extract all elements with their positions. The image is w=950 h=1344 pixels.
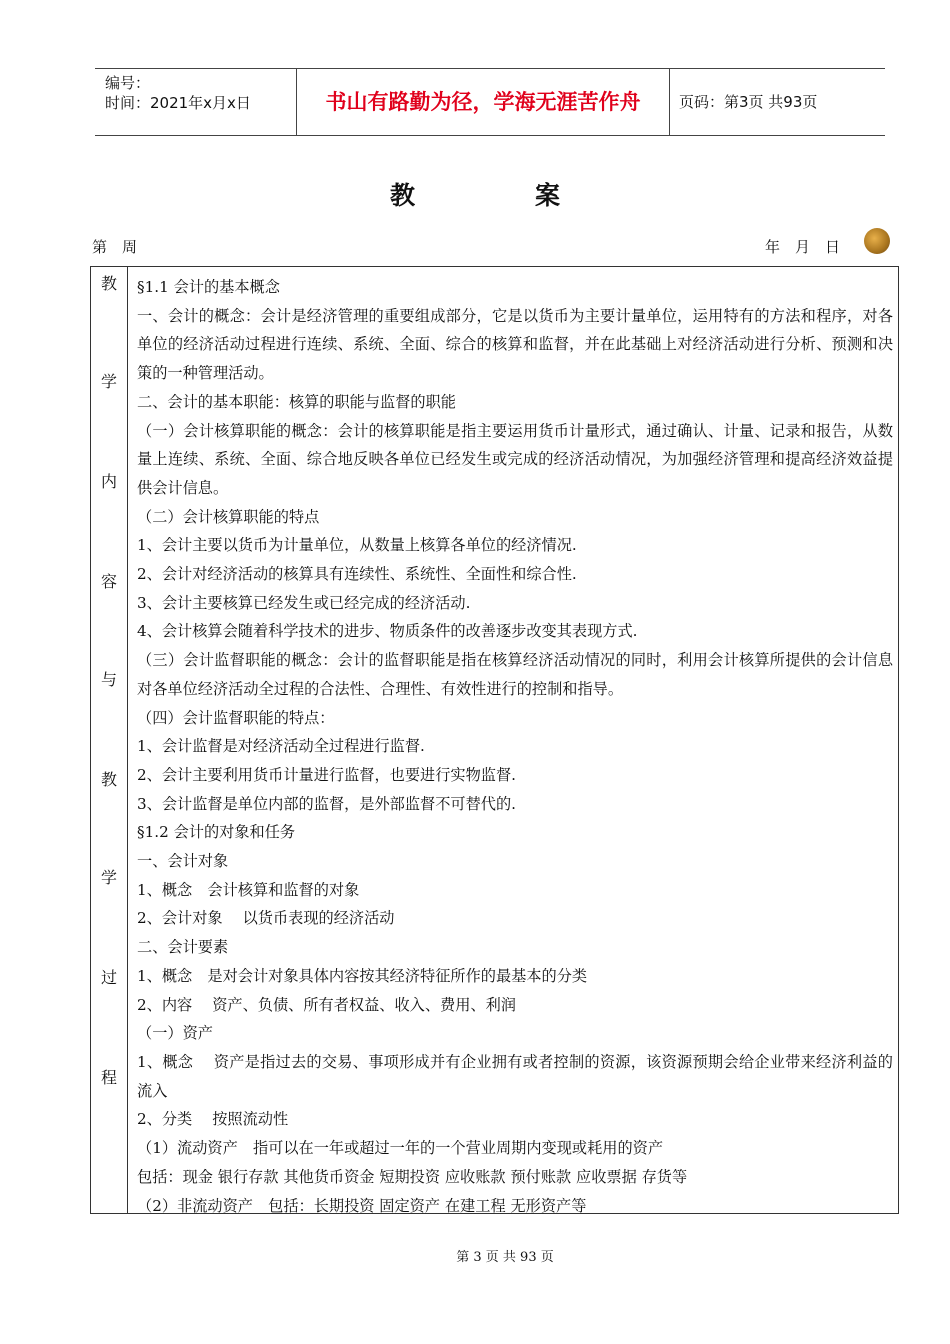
side-label-char: 与 <box>100 670 117 689</box>
content-line: （三）会计监督职能的概念：会计的监督职能是指在核算经济活动情况的同时，利用会计核算所提供的会计信息对各单位经济活动全过程的合法性、合理性、有效性进行的控制和指导。 <box>137 651 893 698</box>
content-line: 一、会计对象 <box>137 852 229 871</box>
page-label: 页码：第3页 共93页 <box>679 93 818 111</box>
header-meta <box>105 73 295 113</box>
week-label: 第 周 <box>92 238 138 256</box>
content-line: 包括：现金 银行存款 其他货币资金 短期投资 应收账款 预付账款 应收票据 存货等 <box>137 1167 688 1186</box>
content-line: 2、分类 按照流动性 <box>137 1110 289 1129</box>
column-divider <box>127 267 128 1213</box>
content-line: （2）非流动资产 包括：长期投资 固定资产 在建工程 无形资产等 <box>137 1196 587 1215</box>
content-line: 2、会计对象 以货币表现的经济活动 <box>137 909 395 928</box>
side-label-char: 学 <box>100 372 117 391</box>
content-line: （一）会计核算职能的概念：会计的核算职能是指主要运用货币计量形式，通过确认、计量、记录和报告，从数量上连续、系统、全面、综合地反映各单位已经发生或完成的经济活动情况，为加强经济管理和提高经济效益提供会计信息。 <box>137 421 893 497</box>
title-char: 教 <box>389 181 415 210</box>
lesson-content <box>137 273 893 1220</box>
seal-icon <box>864 228 890 254</box>
content-line: §1.1 会计的基本概念 <box>137 278 280 296</box>
time-label: 时间：2021年x月x日 <box>105 94 251 112</box>
content-line: 二、会计的基本职能：核算的职能与监督的职能 <box>137 392 456 411</box>
content-line: 一、会计的概念：会计是经济管理的重要组成部分，它是以货币为主要计量单位，运用特有的方法和程序，对各单位的经济活动过程进行连续、系统、全面、综合的核算和监督，并在此基础上对经济活动进行分析、预测和决策的一种管理活动。 <box>137 306 893 383</box>
content-line: 3、会计监督是单位内部的监督，是外部监督不可替代的. <box>137 794 516 813</box>
content-line: 1、概念 资产是指过去的交易、事项形成并有企业拥有或者控制的资源，该资源预期会给企业带来经济利益的流入 <box>137 1052 893 1100</box>
content-line: 2、会计主要利用货币计量进行监督，也要进行实物监督. <box>137 765 516 784</box>
content-line: 2、内容 资产、负债、所有者权益、收入、费用、利润 <box>137 995 516 1014</box>
content-line: （四）会计监督职能的特点： <box>137 708 335 727</box>
number-label: 编号： <box>105 74 151 92</box>
page-title <box>0 176 950 212</box>
page-footer: 第 3 页 共 93 页 <box>456 1250 554 1265</box>
content-line: 二、会计要素 <box>137 938 229 957</box>
side-label-char: 容 <box>100 572 117 591</box>
content-line: （1）流动资产 指可以在一年或超过一年的一个营业周期内变现或耗用的资产 <box>137 1139 664 1158</box>
side-label-char: 过 <box>100 968 117 987</box>
content-line: 4、会计核算会随着科学技术的进步、物质条件的改善逐步改变其表现方式. <box>137 622 638 641</box>
title-char: 案 <box>535 181 561 210</box>
header-divider <box>669 69 670 135</box>
side-label-char: 内 <box>100 472 117 491</box>
content-line: 1、会计主要以货币为计量单位，从数量上核算各单位的经济情况. <box>137 536 577 555</box>
motto: 书山有路勤为径，学海无涯苦作舟 <box>325 90 641 114</box>
content-line: §1.2 会计的对象和任务 <box>137 823 296 842</box>
header-bar <box>95 68 885 136</box>
content-line: 1、概念 会计核算和监督的对象 <box>137 880 360 899</box>
side-label-char: 学 <box>100 868 117 887</box>
content-line: 2、会计对经济活动的核算具有连续性、系统性、全面性和综合性. <box>137 565 577 584</box>
content-line: （一）资产 <box>137 1024 213 1043</box>
lesson-table <box>90 266 899 1214</box>
content-line: 1、会计监督是对经济活动全过程进行监督. <box>137 737 425 756</box>
side-label-char: 程 <box>100 1068 117 1087</box>
date-label: 年 月 日 <box>765 238 841 256</box>
content-line: （二）会计核算职能的特点 <box>137 507 320 526</box>
content-line: 1、概念 是对会计对象具体内容按其经济特征所作的最基本的分类 <box>137 966 588 985</box>
side-label-char: 教 <box>100 274 117 293</box>
content-line: 3、会计主要核算已经发生或已经完成的经济活动. <box>137 593 471 612</box>
side-label-char: 教 <box>100 770 117 789</box>
